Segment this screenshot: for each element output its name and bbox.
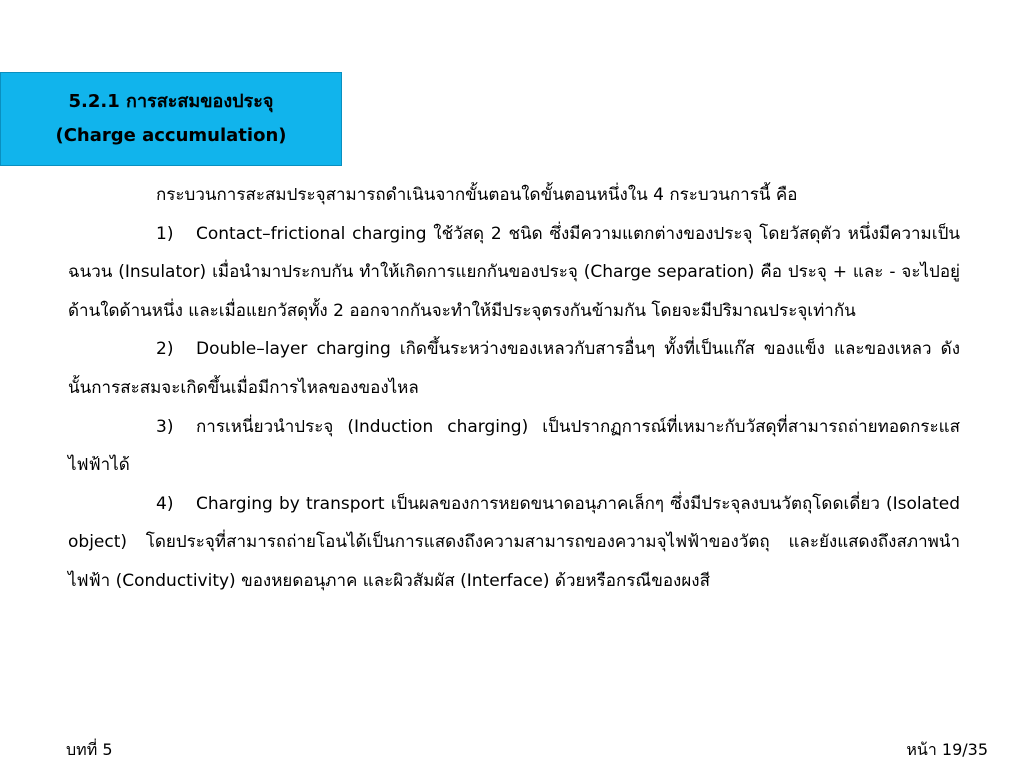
- body-content: [68, 176, 960, 601]
- page-number: หน้า 19/35: [906, 740, 988, 759]
- chapter-label: บทที่ 5: [66, 740, 113, 759]
- list-item: [68, 485, 960, 601]
- list-item-text: Contact–frictional charging ใช้วัสดุ 2 ชนิด ซึ่งมีความแตกต่างของประจุ โดยวัสดุตัว หนึ่งมีความเป็นฉนวน (Insulator) เมื่อนำมาประกบกัน ทำให้เกิดการแยกกันของประจุ (Charge separation) คือ ประจุ + และ - จะไปอยู่ด้านใดด้านหนึ่ง และเมื่อแยกวัสดุทั้ง 2 ออกจากกันจะทำให้มีประจุตรงกันข้ามกัน โดยจะมีปริมาณประจุเท่ากัน: [68, 223, 960, 321]
- list-item-number: 2): [156, 339, 174, 360]
- list-item: [68, 215, 960, 331]
- section-title-box: [0, 72, 342, 166]
- section-subtitle: (Charge accumulation): [55, 125, 287, 146]
- list-item-number: 4): [156, 493, 174, 514]
- list-item-text: Charging by transport เป็นผลของการหยดขนาดอนุภาคเล็กๆ ซึ่งมีประจุลงบนวัตถุโดดเดี่ยว (Isolated object) โดยประจุที่สามารถถ่ายโอนได้เป็นการแสดงถึงความสามารถของความจุไฟฟ้าของวัตถุ และยังแสดงถึงสภาพนำไฟฟ้า (Conductivity) ของหยดอนุภาค และผิวสัมผัส (Interface) ด้วยหรือกรณีของผงสี: [68, 493, 960, 591]
- list-item-number: 1): [156, 223, 174, 244]
- intro-paragraph: กระบวนการสะสมประจุสามารถดำเนินจากขั้นตอนใดขั้นตอนหนึ่งใน 4 กระบวนการนี้ คือ: [156, 185, 798, 205]
- list-item-number: 3): [156, 416, 174, 437]
- section-title: 5.2.1 การสะสมของประจุ: [68, 91, 274, 112]
- list-item-text: การเหนี่ยวนำประจุ (Induction charging) เป็นปรากฏการณ์ที่เหมาะกับวัสดุที่สามารถถ่ายทอดกระแสไฟฟ้าได้: [68, 416, 960, 476]
- list-item: [68, 408, 960, 485]
- list-item: [68, 330, 960, 407]
- list-item-text: Double–layer charging เกิดขึ้นระหว่างของเหลวกับสารอื่นๆ ทั้งที่เป็นแก๊ส ของแข็ง และของเหลว ดังนั้นการสะสมจะเกิดขึ้นเมื่อมีการไหลของของไหล: [68, 339, 960, 398]
